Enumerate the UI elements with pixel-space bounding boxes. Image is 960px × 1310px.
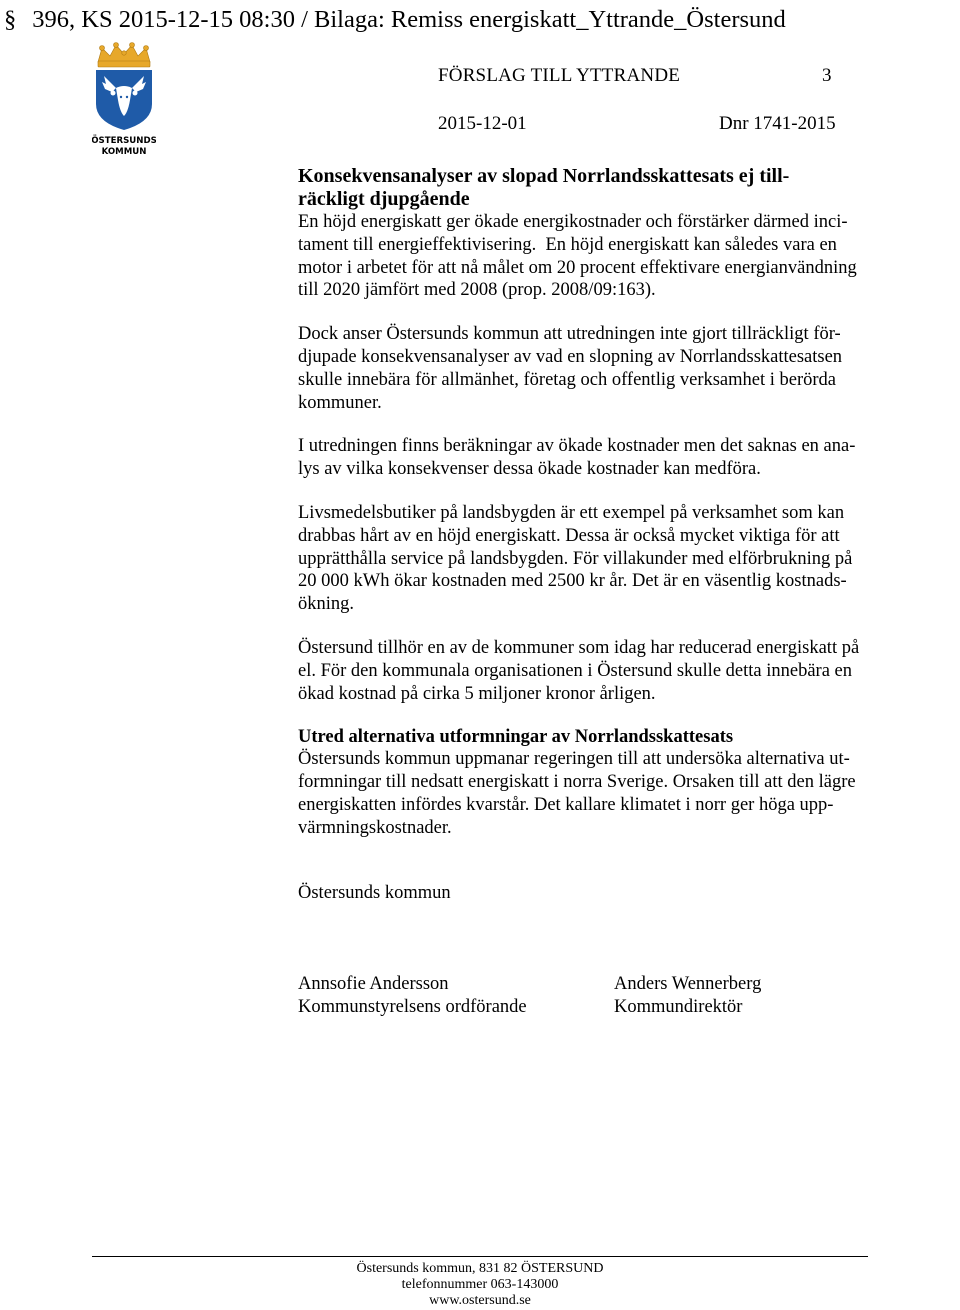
- text-line: lys av vilka konsekvenser dessa ökade kostnader kan medföra.: [298, 459, 761, 480]
- section-marker: §: [4, 6, 17, 33]
- text-line: En höjd energiskatt ger ökade energikostnader och förstärker därmed inci-: [298, 212, 848, 232]
- text-line: 20 000 kWh ökar kostnaden med 2500 kr år. Det är en väsentlig kostnads-: [298, 571, 847, 592]
- signature-block-chair: [298, 973, 527, 1019]
- document-date: 2015-12-01: [438, 113, 527, 134]
- paragraph-cost-calculations: [298, 435, 898, 481]
- section-heading-konsekvensanalyser: [298, 165, 898, 211]
- text-line: motor i arbetet för att nå målet om 20 procent effektivare energianvändning: [298, 257, 857, 278]
- signatory-title: Kommundirektör: [614, 996, 743, 1017]
- text-line: Dock anser Östersunds kommun att utredningen inte gjort tillräckligt för-: [298, 324, 841, 345]
- text-line: formningar till nedsatt energiskatt i norra Sverige. Orsaken till att den lägre: [298, 772, 856, 793]
- section-alternative-designs: [298, 726, 898, 839]
- page-number: 3: [822, 65, 832, 86]
- heading-line: Konsekvensanalyser av slopad Norrlandsskattesats ej till-: [298, 165, 790, 187]
- heading-line: räckligt djupgående: [298, 188, 470, 210]
- text-line: till 2020 jämfört med 2008 (prop. 2008/09:163).: [298, 280, 656, 301]
- text-line: upprätthålla service på landsbygden. För villakunder med elförbrukning på: [298, 548, 853, 569]
- document-type: FÖRSLAG TILL YTTRANDE: [438, 65, 681, 86]
- text-line: drabbas hårt av en höjd energiskatt. Dessa är också mycket viktiga för att: [298, 525, 840, 546]
- footer-phone: telefonnummer 063-143000: [401, 1277, 559, 1292]
- paragraph-rural-grocery-stores: [298, 502, 898, 616]
- text-line: el. För den kommunala organisationen i Östersund skulle detta innebära en: [298, 660, 853, 681]
- footer-website: www.ostersund.se: [429, 1293, 531, 1308]
- signatory-name: Annsofie Andersson: [298, 974, 449, 994]
- text-line: ökning.: [298, 594, 355, 615]
- text-line: djupade konsekvensanalyser av vad en slopning av Norrlandsskattesatsen: [298, 346, 843, 367]
- text-line: tament till energieffektivisering. En höjd energiskatt kan således vara en: [298, 234, 837, 255]
- letter-body: [298, 165, 898, 840]
- text-line: energiskatten infördes kvarstår. Det kallare klimatet i norr ger höga upp-: [298, 794, 834, 815]
- document-path-title: 396, KS 2015-12-15 08:30 / Bilaga: Remiss energiskatt_Yttrande_Östersund: [32, 6, 786, 33]
- paragraph-energy-tax: [298, 211, 898, 302]
- text-line: Östersunds kommun uppmanar regeringen till att undersöka alternativa ut-: [298, 749, 850, 770]
- signatory-title: Kommunstyrelsens ordförande: [298, 996, 527, 1017]
- signature-block-director: [614, 973, 761, 1019]
- page-footer: [0, 1261, 960, 1309]
- closing-sender: Östersunds kommun: [298, 883, 451, 903]
- footer-address: Östersunds kommun, 831 82 ÖSTERSUND: [356, 1261, 604, 1276]
- section-heading-utred: Utred alternativa utformningar av Norrlandsskattesats: [298, 727, 734, 748]
- signatory-name: Anders Wennerberg: [614, 974, 762, 994]
- text-line: kommuner.: [298, 392, 382, 413]
- text-line: ökad kostnad på cirka 5 miljoner kronor årligen.: [298, 683, 656, 704]
- logo-text-line2: KOMMUN: [101, 147, 147, 157]
- paragraph-consequence-analysis: [298, 323, 898, 414]
- ostersund-coat-of-arms: [92, 42, 156, 160]
- document-path-bar: [0, 0, 960, 40]
- registration-number: Dnr 1741-2015: [719, 113, 836, 134]
- text-line: Livsmedelsbutiker på landsbygden är ett exempel på verksamhet som kan: [298, 502, 845, 523]
- paragraph-reduced-energy-tax: [298, 637, 898, 705]
- logo-text-line1: ÖSTERSUNDS: [92, 136, 156, 146]
- footer-divider: [92, 1256, 868, 1257]
- text-line: I utredningen finns beräkningar av ökade kostnader men det saknas en ana-: [298, 436, 856, 457]
- text-line: skulle innebära för allmänhet, företag och offentlig verksamhet i berörda: [298, 369, 837, 390]
- text-line: värmningskostnader.: [298, 817, 452, 838]
- municipality-logo: [92, 42, 156, 160]
- text-line: Östersund tillhör en av de kommuner som idag har reducerad energiskatt på: [298, 637, 860, 658]
